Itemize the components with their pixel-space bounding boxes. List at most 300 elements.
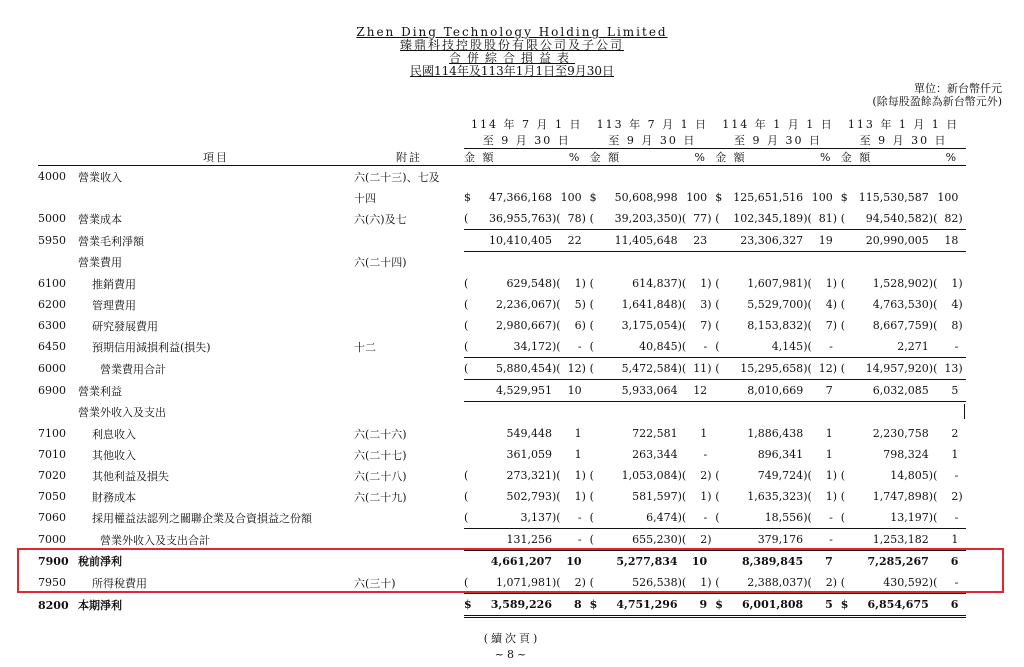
paren [582, 507, 590, 529]
currency-symbol: ( [464, 336, 478, 358]
empty-cell [678, 402, 687, 424]
amount-value: 5,529,700 [747, 298, 804, 311]
amount-column-header: 金 額 [590, 149, 687, 166]
amount-column-header: 金 額 [715, 149, 812, 166]
note-reference [354, 294, 464, 315]
empty-cell [958, 252, 966, 274]
amount-value: 749,724 [757, 469, 804, 482]
paren [958, 187, 966, 208]
paren [958, 444, 966, 465]
currency-symbol: ( [464, 490, 469, 503]
currency-symbol [590, 444, 604, 465]
percent-value: 8 [951, 319, 959, 332]
line-item-label [78, 187, 354, 208]
paren: )( [678, 358, 687, 380]
empty-cell [833, 252, 841, 274]
paren: ) [707, 572, 715, 594]
percent-value: 10 [561, 380, 582, 402]
percent-value: 6 [574, 319, 582, 332]
percent-value: - [703, 448, 708, 461]
account-code: 6200 [38, 298, 66, 311]
period-header: 至 9 月 30 日 [841, 132, 967, 149]
table-row [38, 465, 966, 486]
currency-symbol: ( [840, 469, 846, 482]
paren: ) [958, 319, 963, 332]
empty-cell [715, 166, 729, 188]
table-row [38, 444, 966, 465]
note-reference [354, 529, 464, 551]
paren: )( [803, 208, 812, 230]
percent-value: - [937, 572, 958, 594]
currency-symbol: ( [464, 298, 469, 311]
paren: ) [581, 490, 586, 503]
percent-value: - [561, 507, 582, 529]
percent-value: 7 [825, 555, 833, 568]
amount-value: 4,661,207 [490, 555, 552, 568]
table-row [38, 529, 966, 551]
line-item-label: 本期淨利 [78, 599, 122, 612]
empty-cell [478, 252, 552, 274]
empty-cell [812, 402, 833, 424]
paren [803, 187, 812, 208]
line-item-label: 營業外收入及支出 [78, 406, 166, 420]
table-row [38, 336, 966, 358]
currency-symbol: ( [715, 208, 729, 230]
empty-cell [937, 402, 958, 424]
amount-value: 4,529,951 [478, 380, 552, 402]
note-reference [354, 315, 464, 336]
line-item-label: 採用權益法認列之關聯企業及合資損益之份額 [92, 511, 312, 525]
paren [582, 423, 590, 444]
empty-cell [678, 252, 687, 274]
amount-value: 8,667,759 [872, 319, 929, 332]
empty-cell [729, 252, 803, 274]
currency-symbol: ( [589, 319, 594, 332]
paren [958, 572, 966, 594]
paren [582, 380, 590, 402]
paren: ) [581, 298, 586, 311]
paren: )( [803, 319, 812, 332]
paren: )( [677, 319, 687, 332]
amount-value: 39,203,350 [604, 208, 678, 230]
paren: ) [582, 208, 590, 230]
paren [678, 423, 687, 444]
paren [707, 336, 715, 358]
paren: ) [707, 358, 715, 380]
account-code: 4000 [38, 170, 66, 183]
line-item-label: 管理費用 [92, 298, 136, 312]
paren: ) [707, 469, 712, 482]
line-item-label: 營業毛利淨額 [78, 234, 144, 248]
percent-value: 3 [700, 298, 708, 311]
empty-cell [678, 166, 687, 188]
amount-value: 1,641,848 [621, 298, 678, 311]
paren: ) [707, 208, 715, 230]
currency-symbol: ( [464, 208, 478, 230]
paren [958, 230, 966, 252]
note-reference: 六(二十三)、七及 [354, 170, 440, 184]
paren: )( [552, 277, 561, 290]
empty-cell [686, 402, 707, 424]
item-column-header: 項目 [78, 149, 354, 166]
paren: )( [928, 277, 938, 290]
amount-value: 125,651,516 [733, 191, 804, 204]
percent-value: 1 [825, 448, 833, 461]
paren [958, 465, 966, 486]
paren: )( [803, 572, 812, 594]
paren: ) [832, 277, 838, 290]
line-item-label: 營業成本 [78, 212, 122, 226]
paren [582, 230, 590, 252]
amount-value: 8,010,669 [729, 380, 803, 402]
amount-value: 3,137 [478, 507, 552, 529]
paren [678, 594, 687, 617]
amount-value: 2,980,667 [496, 319, 552, 332]
amount-value: 502,793 [506, 490, 552, 503]
amount-value: 6,854,675 [855, 594, 929, 617]
percent-value: 100 [811, 191, 833, 204]
empty-cell [686, 252, 707, 274]
account-code: 7950 [38, 576, 66, 590]
currency-symbol: ( [590, 358, 604, 380]
note-reference [354, 358, 464, 380]
amount-value: 102,345,189 [729, 208, 803, 230]
percent-value: - [561, 336, 582, 358]
percent-value: 5 [937, 380, 958, 402]
account-code: 6300 [38, 319, 66, 332]
paren [582, 336, 590, 358]
currency-symbol [841, 551, 855, 573]
table-row [38, 594, 966, 617]
note-column-header: 附註 [354, 149, 464, 166]
paren: ) [832, 298, 838, 311]
currency-symbol: ( [464, 469, 469, 482]
column-marker [964, 404, 965, 419]
percent-value: 1 [825, 427, 833, 440]
table-row [38, 572, 966, 594]
note-reference: 六(二十八) [354, 469, 407, 483]
paren [958, 551, 966, 573]
paren [552, 529, 561, 551]
currency-symbol: ( [589, 277, 594, 290]
currency-symbol [590, 230, 604, 252]
paren [552, 551, 561, 573]
account-code: 7060 [38, 511, 66, 525]
currency-symbol: ( [590, 507, 604, 529]
paren: ) [707, 298, 712, 311]
empty-cell [464, 166, 478, 188]
paren [707, 444, 715, 465]
paren: )( [552, 507, 561, 529]
percent-value: 11 [686, 358, 707, 380]
line-item-label: 財務成本 [92, 490, 136, 504]
percent-value: 78 [561, 208, 582, 230]
paren [803, 444, 812, 465]
currency-symbol: ( [840, 319, 846, 332]
paren: )( [803, 490, 812, 503]
paren: ) [707, 277, 712, 290]
currency-symbol [590, 380, 604, 402]
paren: )( [803, 507, 812, 529]
paren: )( [678, 529, 687, 551]
amount-value: 2,236,067 [496, 298, 552, 311]
currency-symbol [715, 423, 729, 444]
percent-value: 1 [825, 490, 833, 503]
empty-cell [478, 402, 552, 424]
paren [958, 507, 966, 529]
paren: )( [929, 208, 938, 230]
line-item-label: 營業收入 [78, 170, 122, 184]
amount-value: 526,538 [604, 572, 678, 594]
paren: )( [678, 507, 687, 529]
amount-value: 36,955,763 [478, 208, 552, 230]
currency-symbol [464, 230, 478, 252]
empty-cell [707, 402, 715, 424]
percent-value: 1 [700, 277, 708, 290]
paren [552, 444, 561, 465]
currency-symbol [715, 230, 729, 252]
period-header: 114 年 7 月 1 日 [471, 118, 583, 131]
currency-symbol: $ [464, 191, 471, 204]
paren [958, 423, 966, 444]
percent-value: 23 [686, 230, 707, 252]
percent-value: 12 [686, 380, 707, 402]
paren [582, 551, 590, 573]
currency-symbol [841, 529, 855, 551]
currency-symbol: ( [715, 319, 720, 332]
paren [833, 336, 841, 358]
amount-value: 798,324 [883, 448, 929, 461]
paren: ) [832, 319, 838, 332]
note-reference: 六(六)及七 [354, 212, 407, 226]
account-code: 7100 [38, 427, 66, 440]
empty-cell [604, 166, 678, 188]
percent-value: - [954, 469, 959, 482]
line-item-label: 其他利益及損失 [92, 469, 169, 483]
line-item-label: 所得稅費用 [92, 576, 147, 590]
amount-value: 10,410,405 [478, 230, 552, 252]
empty-cell [855, 166, 929, 188]
amount-value: 263,344 [632, 448, 678, 461]
amount-column-header: 金 額 [464, 149, 561, 166]
line-item-label: 利息收入 [92, 427, 136, 441]
percent-value: 81 [812, 208, 833, 230]
empty-cell [841, 252, 855, 274]
paren: )( [803, 358, 812, 380]
currency-symbol: ( [464, 358, 478, 380]
table-row [38, 208, 966, 230]
currency-symbol: ( [841, 208, 855, 230]
paren [958, 380, 966, 402]
percent-value: - [812, 529, 833, 551]
paren: )( [803, 469, 812, 482]
paren [707, 380, 715, 402]
percent-value: 2 [686, 529, 707, 551]
amount-column-header: 金 額 [841, 149, 938, 166]
empty-cell [561, 402, 582, 424]
empty-cell [561, 166, 582, 188]
paren [833, 380, 841, 402]
currency-symbol: $ [715, 191, 723, 204]
paren: )( [552, 319, 561, 332]
period-header: 至 9 月 30 日 [464, 132, 590, 149]
column-header-row2 [38, 132, 966, 149]
currency-symbol: ( [464, 572, 478, 594]
note-reference [354, 273, 464, 294]
amount-value: 5,277,834 [616, 555, 678, 568]
table-row [38, 230, 966, 252]
note-reference [354, 380, 464, 402]
amount-value: 614,837 [632, 277, 678, 290]
amount-value: 3,589,226 [478, 594, 552, 617]
note-reference: 六(二十四) [354, 256, 407, 270]
line-item-label: 研究發展費用 [92, 319, 158, 333]
amount-value: 361,059 [506, 448, 552, 461]
table-row [38, 294, 966, 315]
percent-value: 6 [950, 555, 959, 568]
amount-value: 430,592 [855, 572, 929, 594]
amount-value: 1,635,323 [747, 490, 804, 503]
percent-value: 7 [700, 319, 708, 332]
amount-value: 23,306,327 [729, 230, 803, 252]
paren: )( [803, 298, 812, 311]
amount-value: 34,172 [478, 336, 552, 358]
company-name-en: Zhen Ding Technology Holding Limited [356, 25, 668, 39]
amount-value: 14,957,920 [855, 358, 929, 380]
empty-cell [833, 402, 841, 424]
paren: )( [678, 336, 687, 358]
paren: ) [833, 572, 841, 594]
period-header: 至 9 月 30 日 [715, 132, 841, 149]
paren: ) [958, 208, 966, 230]
amount-value: 6,032,085 [855, 380, 929, 402]
line-item-label: 營業利益 [78, 384, 122, 398]
paren: )( [552, 490, 561, 503]
empty-cell [812, 252, 833, 274]
paren: )( [677, 469, 687, 482]
percent-value: 1 [825, 277, 833, 290]
percent-value: 10 [566, 555, 582, 568]
note-reference [354, 594, 464, 617]
empty-cell [803, 402, 812, 424]
paren [833, 230, 841, 252]
currency-symbol [464, 551, 478, 573]
percent-value: 100 [686, 191, 708, 204]
account-code: 6450 [38, 340, 66, 354]
line-item-label: 推銷費用 [92, 277, 136, 291]
note-reference: 六(二十九) [354, 490, 407, 504]
amount-value: 379,176 [729, 529, 803, 551]
currency-symbol: ( [589, 490, 594, 503]
paren [552, 187, 561, 208]
currency-symbol: ( [715, 336, 729, 358]
table-row [38, 315, 966, 336]
account-code: 7900 [38, 554, 69, 568]
empty-cell [582, 402, 590, 424]
paren [929, 594, 938, 617]
paren: ) [707, 319, 712, 332]
percent-value: - [812, 336, 833, 358]
percent-value: 1 [686, 572, 707, 594]
paren: ) [958, 490, 963, 503]
percent-value: 6 [937, 594, 958, 617]
currency-symbol [715, 444, 729, 465]
currency-symbol [464, 529, 478, 551]
paren: )( [928, 298, 938, 311]
column-header-row3 [38, 149, 966, 166]
statement-period: 民國114年及113年1月1日至9月30日 [410, 64, 614, 78]
paren [678, 551, 687, 573]
empty-cell [552, 402, 561, 424]
amount-value: 549,448 [506, 427, 552, 440]
percent-value: 1 [574, 448, 582, 461]
continued-label: (續次頁) [483, 632, 541, 645]
paren: )( [677, 490, 687, 503]
amount-value: 2,230,758 [872, 427, 929, 440]
percent-value: 10 [691, 555, 708, 568]
table-row [38, 252, 966, 274]
paren [803, 380, 812, 402]
paren [582, 444, 590, 465]
currency-symbol: ( [590, 529, 604, 551]
account-code: 6100 [38, 277, 66, 290]
line-item-label: 稅前淨利 [78, 555, 122, 569]
account-code: 7000 [38, 533, 66, 546]
percent-value: 2 [951, 427, 959, 440]
table-row [38, 187, 966, 208]
empty-cell [855, 252, 929, 274]
note-reference: 六(二十六) [354, 427, 407, 441]
percent-value: 5 [574, 298, 582, 311]
percent-value: 1 [574, 277, 582, 290]
amount-value: 131,256 [478, 529, 552, 551]
empty-cell [590, 166, 604, 188]
paren: ) [832, 469, 838, 482]
empty-cell [833, 166, 841, 188]
line-item-label: 營業費用合計 [100, 362, 166, 376]
table-row [38, 273, 966, 294]
currency-symbol: ( [841, 358, 855, 380]
paren: )( [677, 277, 687, 290]
percent-value: 1 [937, 529, 958, 551]
percent-value: 82 [937, 208, 958, 230]
paren: )( [929, 572, 938, 594]
amount-value: 1,528,902 [872, 277, 929, 290]
account-code [38, 402, 78, 424]
paren [929, 444, 938, 465]
amount-value: 20,990,005 [855, 230, 929, 252]
currency-symbol: ( [840, 298, 846, 311]
currency-symbol [841, 336, 855, 358]
currency-symbol [464, 444, 478, 465]
currency-symbol: ( [589, 298, 594, 311]
currency-symbol [841, 380, 855, 402]
note-reference [354, 230, 464, 252]
paren: )( [803, 277, 812, 290]
paren [929, 551, 938, 573]
percent-value: 1 [951, 277, 959, 290]
percent-value: 100 [560, 191, 582, 204]
account-code: 5950 [38, 234, 66, 247]
percent-value: 1 [700, 490, 708, 503]
empty-cell [929, 252, 938, 274]
percent-value: 12 [812, 358, 833, 380]
paren [552, 423, 561, 444]
empty-cell [855, 402, 929, 424]
currency-symbol [841, 444, 855, 465]
empty-cell [686, 166, 707, 188]
paren: ) [582, 572, 590, 594]
